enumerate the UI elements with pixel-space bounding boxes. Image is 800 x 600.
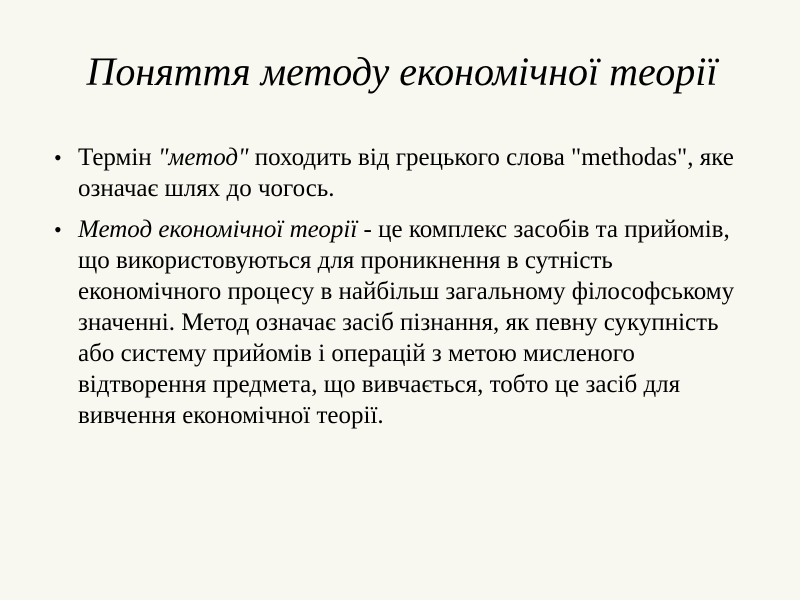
bullet-text-emphasis: Метод економічної теорії [78,216,358,243]
bullet-text-suffix: походить від грецького слова "methodas", яке означає шлях до чогось. [78,144,734,202]
bullet-icon: • [54,217,62,242]
bullet-text-body: - це комплекс засобів та прийомів, що використовуються для проникнення в сутність економічного процесу в найбільш загальному філософському значенні. Метод означає засіб пізнання, як певну сукупність або систему прийомів і операцій з метою мисленого відтворення предмета, що вивчається, тобто це засіб для вивчення економічної теорії. [78,216,735,429]
bullet-item-method-definition [46,214,761,431]
bullet-item-term-method [46,142,761,204]
bullet-text-prefix: Термін [78,144,158,171]
bullet-icon: • [54,145,62,170]
bullet-text-emphasis: "метод" [157,144,249,171]
bullet-list [46,142,761,441]
slide-title: Поняття методу економічної теорії [86,49,718,94]
